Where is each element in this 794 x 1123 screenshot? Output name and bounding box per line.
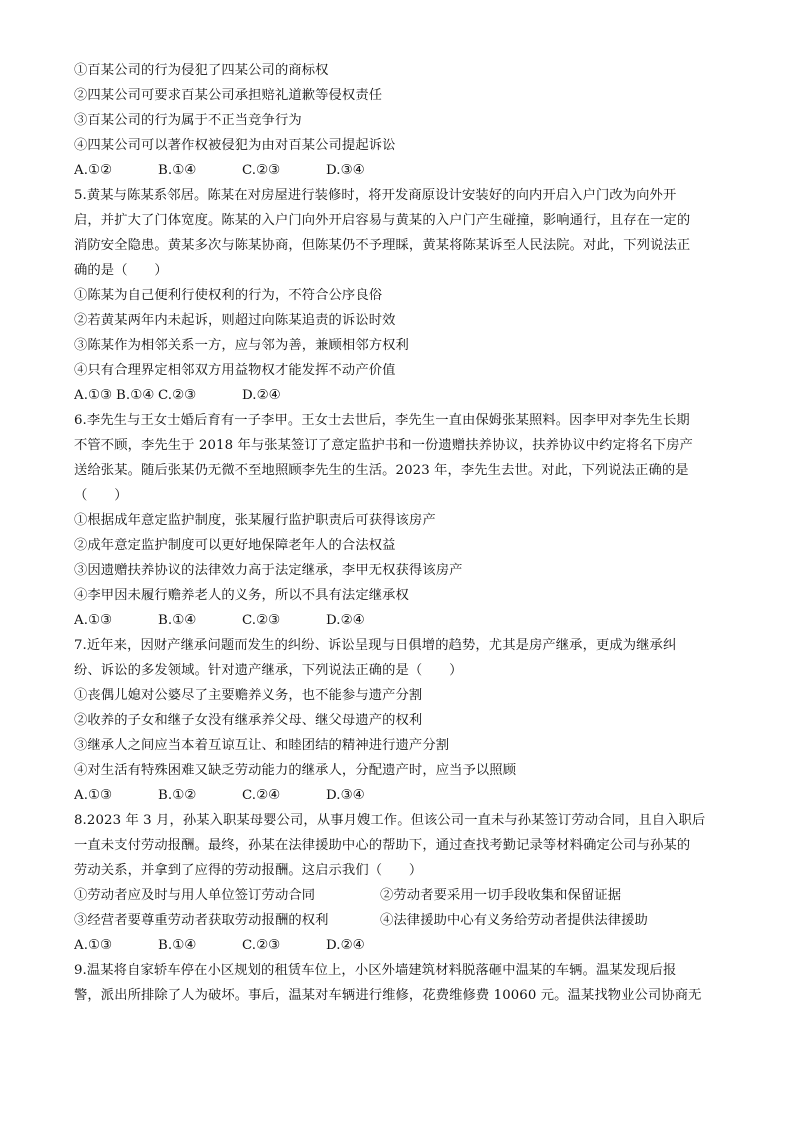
q7-stem-line: 纷、诉讼的多发领域。针对遗产继承，下列说法正确的是（ ） bbox=[74, 663, 463, 678]
q5-stem-line: 5.黄某与陈某系邻居。陈某在对房屋进行装修时，将开发商原设计安装好的向内开启入户门改为向外开 bbox=[74, 188, 677, 203]
q7-option-4: ④对生活有特殊困难又缺乏劳动能力的继承人，分配遗产时，应当予以照顾 bbox=[74, 763, 517, 778]
q8-choice-d: D.②④ bbox=[326, 938, 365, 953]
q6-stem-line: 6.李先生与王女士婚后育有一子李甲。王女士去世后，李先生一直由保姆张某照料。因李甲对李先生长期 bbox=[74, 413, 690, 428]
q6-stem-line: 不管不顾，李先生于 2018 年与张某签订了意定监护书和一份遗赠扶养协议，扶养协议中约定将名下房产 bbox=[74, 438, 693, 453]
q6-stem-line: 送给张某。随后张某仍无微不至地照顾李先生的生活。2023 年，李先生去世。对此，下列说法正确的是 bbox=[74, 463, 689, 478]
q6-option-2: ②成年意定监护制度可以更好地保障老年人的合法权益 bbox=[74, 538, 396, 553]
q6-choice-d: D.②④ bbox=[326, 613, 365, 628]
q4-option-4: ④四某公司可以著作权被侵犯为由对百某公司提起诉讼 bbox=[74, 138, 396, 153]
q6-choice-a: A.①③ bbox=[74, 613, 113, 628]
q7-choice-b: B.①② bbox=[158, 788, 197, 803]
q7-choices bbox=[74, 783, 724, 808]
q8-option-4: ④法律援助中心有义务给劳动者提供法律援助 bbox=[380, 913, 648, 928]
q8-stem-line: 一直未支付劳动报酬。最终，孙某在法律援助中心的帮助下，通过查找考勤记录等材料确定公司与孙某的 bbox=[74, 838, 691, 853]
q5-choice-c: C.②③ bbox=[158, 388, 197, 403]
q8-option-3: ③经营者要尊重劳动者获取劳动报酬的权利 bbox=[74, 913, 329, 928]
q6-choice-c: C.②③ bbox=[242, 613, 281, 628]
q5-option-1: ①陈某为自己便利行使权利的行为，不符合公序良俗 bbox=[74, 288, 383, 303]
q8-stem-line: 8.2023 年 3 月，孙某入职某母婴公司，从事月嫂工作。但该公司一直未与孙某签订劳动合同，且自入职后 bbox=[74, 813, 706, 828]
q7-stem-line: 7.近年来，因财产继承问题而发生的纠纷、诉讼呈现与日俱增的趋势，尤其是房产继承，更成为继承纠 bbox=[74, 638, 677, 653]
q8-choices bbox=[74, 933, 724, 958]
q4-option-2: ②四某公司可要求百某公司承担赔礼道歉等侵权责任 bbox=[74, 88, 383, 103]
q6-option-4: ④李甲因未履行赡养老人的义务，所以不具有法定继承权 bbox=[74, 588, 409, 603]
q5-choices bbox=[74, 383, 724, 408]
q7-option-3: ③继承人之间应当本着互谅互让、和睦团结的精神进行遗产分割 bbox=[74, 738, 450, 753]
q4-choice-a: A.①② bbox=[74, 163, 113, 178]
q6-choices bbox=[74, 608, 724, 633]
q5-stem-line: 消防安全隐患。黄某多次与陈某协商，但陈某仍不予理睬，黄某将陈某诉至人民法院。对此，下列说法正 bbox=[74, 238, 691, 253]
q8-options-row bbox=[74, 908, 724, 933]
q5-choice-a: A.①③ bbox=[74, 388, 113, 403]
q4-option-3: ③百某公司的行为属于不正当竞争行为 bbox=[74, 113, 302, 128]
q7-option-1: ①丧偶儿媳对公婆尽了主要赡养义务，也不能参与遗产分割 bbox=[74, 688, 423, 703]
q5-choice-b: B.①④ bbox=[116, 388, 155, 403]
q4-choice-c: C.②③ bbox=[242, 163, 281, 178]
q7-option-2: ②收养的子女和继子女没有继承养父母、继父母遗产的权利 bbox=[74, 713, 423, 728]
q5-option-4: ④只有合理界定相邻双方用益物权才能发挥不动产价值 bbox=[74, 363, 396, 378]
q7-choice-c: C.②④ bbox=[242, 788, 281, 803]
q6-stem-line: （ ） bbox=[74, 488, 128, 503]
q6-option-1: ①根据成年意定监护制度，张某履行监护职责后可获得该房产 bbox=[74, 513, 436, 528]
q8-option-1: ①劳动者应及时与用人单位签订劳动合同 bbox=[74, 888, 316, 903]
q4-option-1: ①百某公司的行为侵犯了四某公司的商标权 bbox=[74, 63, 329, 78]
exam-page bbox=[74, 58, 724, 1008]
q5-option-2: ②若黄某两年内未起诉，则超过向陈某追责的诉讼时效 bbox=[74, 313, 396, 328]
q6-choice-b: B.①④ bbox=[158, 613, 197, 628]
q8-choice-a: A.①③ bbox=[74, 938, 113, 953]
q8-choice-b: B.①④ bbox=[158, 938, 197, 953]
q6-option-3: ③因遗赠扶养协议的法律效力高于法定继承，李甲无权获得该房产 bbox=[74, 563, 463, 578]
q8-stem-line: 劳动关系，并拿到了应得的劳动报酬。这启示我们（ ） bbox=[74, 863, 423, 878]
q7-choice-a: A.①③ bbox=[74, 788, 113, 803]
q5-stem-line: 启，并扩大了门体宽度。陈某的入户门向外开启容易与黄某的入户门产生碰撞，影响通行，且存在一定的 bbox=[74, 213, 691, 228]
q4-choices bbox=[74, 158, 724, 183]
q9-stem-line: 9.温某将自家轿车停在小区规划的租赁车位上，小区外墙建筑材料脱落砸中温某的车辆。温某发现后报 bbox=[74, 963, 677, 978]
q8-choice-c: C.②③ bbox=[242, 938, 281, 953]
q8-options-row bbox=[74, 883, 724, 908]
q4-choice-d: D.③④ bbox=[326, 163, 365, 178]
q7-choice-d: D.③④ bbox=[326, 788, 365, 803]
q8-option-2: ②劳动者要采用一切手段收集和保留证据 bbox=[380, 888, 622, 903]
q5-choice-d: D.②④ bbox=[242, 388, 281, 403]
q9-stem-line: 警，派出所排除了人为破坏。事后，温某对车辆进行维修，花费维修费 10060 元。温某找物业公司协商无 bbox=[74, 988, 702, 1003]
q5-option-3: ③陈某作为相邻关系一方，应与邻为善，兼顾相邻方权利 bbox=[74, 338, 409, 353]
q4-choice-b: B.①④ bbox=[158, 163, 197, 178]
q5-stem-line: 确的是（ ） bbox=[74, 263, 168, 278]
